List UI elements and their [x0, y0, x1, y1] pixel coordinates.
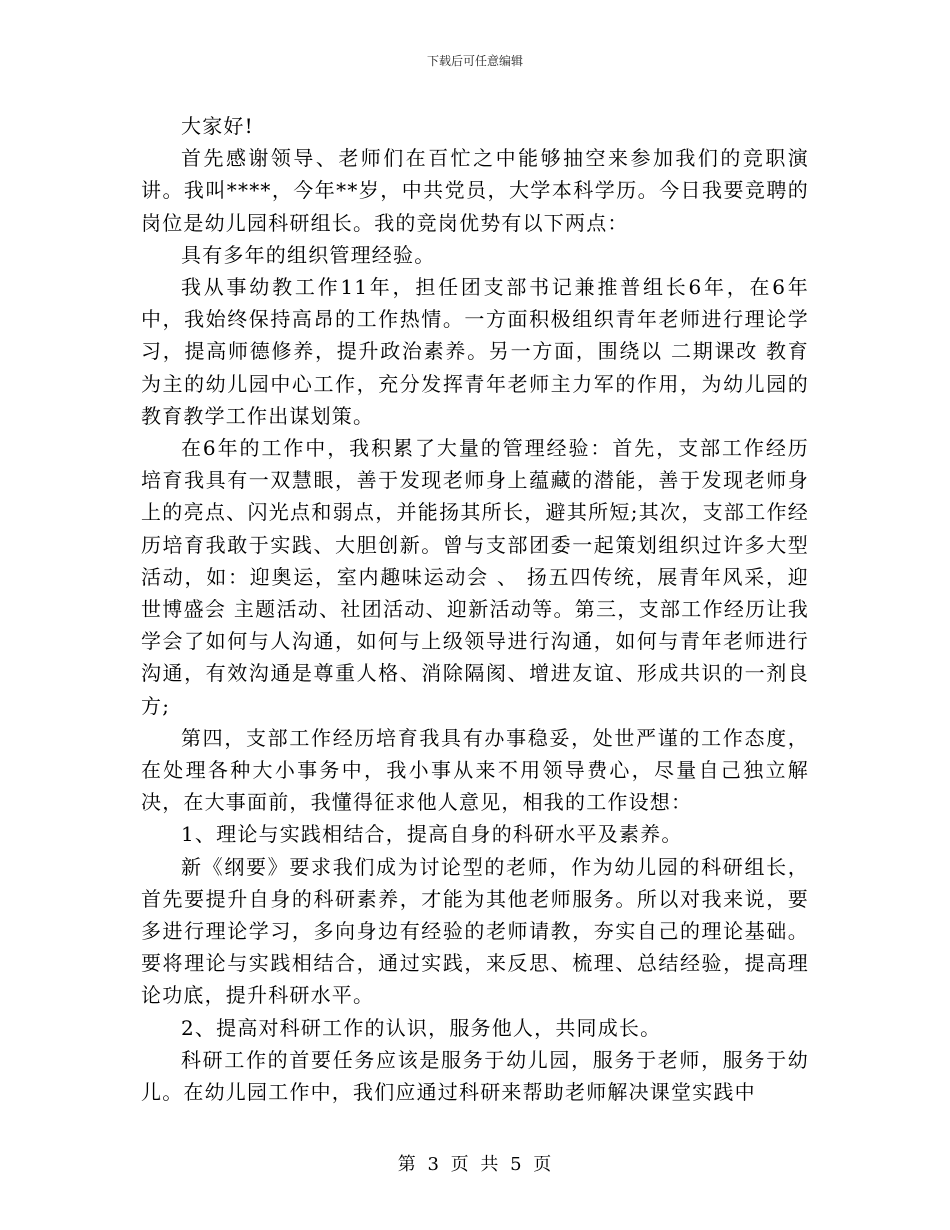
paragraph-plan-1-body: 新《纲要》要求我们成为讨论型的老师，作为幼儿园的科研组长，首先要提升自身的科研素养，才能为其他老师服务。所以对我来说，要多进行理论学习，多向身边有经验的老师请教，夯实自己的理论基础。要将理论与实践相结合，通过实践，来反思、梳理、总结经验，提高理论功底，提升科研水平。	[141, 854, 809, 1008]
paragraph-experience: 我从事幼教工作11年，担任团支部书记兼推普组长6年，在6年中，我始终保持高昂的工作热情。一方面积极组织青年老师进行理论学习，提高师德修养，提升政治素养。另一方面，围绕以 二期课改 教育为主的幼儿园中心工作，充分发挥青年老师主力军的作用，为幼儿园的教育教学工作出谋划策。	[141, 275, 809, 428]
paragraph-introduction: 首先感谢领导、老师们在百忙之中能够抽空来参加我们的竞职演讲。我叫****，今年**岁，中共党员，大学本科学历。今日我要竞聘的岗位是幼儿园科研组长。我的竞岗优势有以下两点：	[141, 146, 809, 235]
page-number: 第 3 页 共 5 页	[397, 1154, 553, 1175]
paragraph-advantage-heading: 具有多年的组织管理经验。	[181, 242, 436, 267]
paragraph-plan-1-heading: 1、理论与实践相结合，提高自身的科研水平及素养。	[181, 822, 683, 847]
paragraph-plan-2-body: 科研工作的首要任务应该是服务于幼儿园，服务于老师，服务于幼儿。在幼儿园工作中，我们应通过科研来帮助老师解决课堂实践中	[141, 1047, 809, 1105]
document-body	[141, 110, 809, 1108]
paragraph-greeting: 大家好!	[181, 114, 254, 138]
page-header-note: 下载后可任意编辑	[426, 54, 523, 68]
paragraph-plan-2-heading: 2、提高对科研工作的认识，服务他人，共同成长。	[181, 1015, 662, 1040]
paragraph-work-attitude: 第四，支部工作经历培育我具有办事稳妥，处世严谨的工作态度，在处理各种大小事务中，我小事从来不用领导费心，尽量自己独立解决，在大事面前，我懂得征求他人意见，相我的工作设想：	[141, 725, 809, 815]
paragraph-management-experience: 在6年的工作中，我积累了大量的管理经验：首先，支部工作经历培育我具有一双慧眼，善于发现老师身上蕴藏的潜能，善于发现老师身上的亮点、闪光点和弱点，并能扬其所长，避其所短;其次，支部工作经历培育我敢于实践、大胆创新。曾与支部团委一起策划组织过许多大型活动，如：迎奥运，室内趣味运动会 、 扬五四传统，展青年风采，迎世博盛会 主题活动、社团活动、迎新活动等。第三，支部工作经历让我学会了如何与人沟通，如何与上级领导进行沟通，如何与青年老师进行沟通，有效沟通是尊重人格、消除隔阂、增进友谊、形成共识的一剂良方;	[141, 436, 809, 718]
